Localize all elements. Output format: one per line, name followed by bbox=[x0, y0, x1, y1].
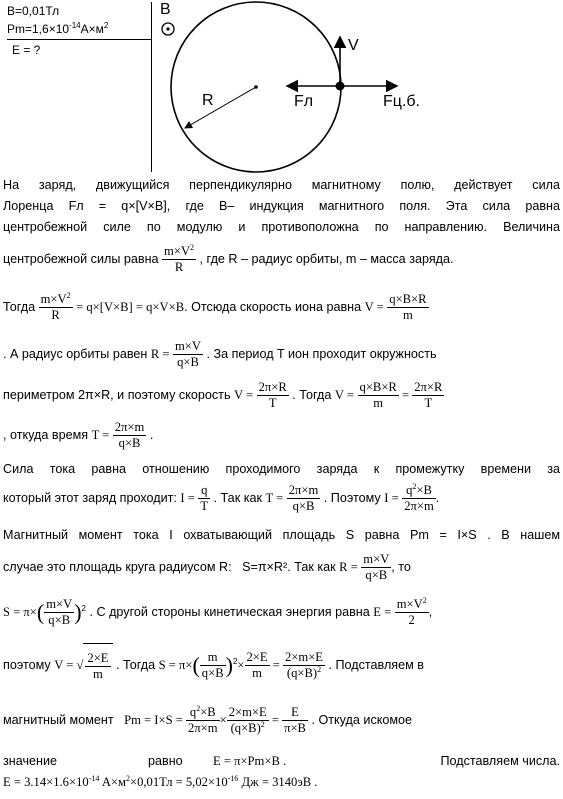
given-b: B=0,01Тл bbox=[7, 4, 60, 18]
given-pm: $Pm=1,6\times 10^{-14}A\times м^2$ bbox=[7, 21, 109, 36]
figure-label-r: R bbox=[202, 92, 214, 109]
text-line-13: S = π×( $\frac{m\times V}{q\times B}$ )$^2$ . С другой стороны кинетическая энергия равна E = $\frac{m\times V^2}{2}$ , bbox=[3, 596, 433, 628]
text-line-16: значение равно E = π×Pm×B . Подставляем числа. bbox=[3, 754, 560, 768]
text-line-7: периметром 2π×R, и поэтому скорость V = $\frac{2\pi\times R}{T}$ . Тогда V = $\frac{q\times B\times R}{m}$ = $\frac{2\pi\times R}{T}$ bbox=[3, 380, 443, 411]
text-line-8: , откуда время T = $\frac{2\pi\times m}{q\times B}$ . bbox=[3, 420, 154, 451]
figure-diagram bbox=[0, 0, 563, 180]
text-line-17: $E = 3.14\times 1.6\times 10^{-14}$ $A\times м^2\times 0,01Тл = 5,02\times 10^{-16}$ Дж = 3140эВ . bbox=[3, 774, 318, 789]
given-unknown: E = ? bbox=[12, 43, 41, 57]
text-line-15: магнитный момент Pm = I×S = $\frac{q^2\times B}{2\pi\times m}$ × $\frac{2\times m\times E}{(q\times B)^2}$ = $\frac{E}{\pi\times B}$ . Откуда искомое bbox=[3, 704, 413, 736]
text-line-4: центробежной силы равна $\frac{m\times V^2}{R}$ , где R – радиус орбиты, m – масса заряда. bbox=[3, 243, 454, 275]
text-line-5: Тогда $\frac{m\times V^2}{R}$ = q×[V×B] = q×V×B. Отсюда скорость иона равна V = $\frac{q\times B\times R}{m}$ bbox=[3, 291, 427, 323]
text-line-10: который этот заряд проходит: I = $\frac{q}{T}$ . Так как T = $\frac{2\pi\times m}{q\times B}$ . Поэтому I = $\frac{q^2\times B}{2\pi\times m}$ . bbox=[3, 482, 440, 514]
text-line-2: Лоренца Fл = q×[V×B], где B– индукция магнитного поля. Эта сила равна bbox=[3, 199, 560, 213]
charge-dot bbox=[336, 82, 345, 91]
text-line-14: поэтому V = √ $\frac{2\times E}{m}$ . Тогда S = π×( $\frac{m}{q\times B}$ )$^2$× $\frac{2\times E}{m}$ = $\frac{2\times m\times E}{(q\times B)^2}$ . Подставляем в bbox=[3, 643, 424, 687]
figure-label-v: V bbox=[348, 37, 359, 54]
text-line-12: случае это площадь круга радиусом R: S=π×R². Так как R = $\frac{m\times V}{q\times B}$ , то bbox=[3, 552, 411, 583]
text-line-3: центробежной силе по модулю и противоположна по направлению. Величина bbox=[3, 220, 560, 234]
figure-label-b: B bbox=[160, 1, 171, 18]
text-line-11: Магнитный момент тока I охватывающий площадь S равна Pm = I×S . В нашем bbox=[3, 528, 560, 542]
radius-arrow bbox=[185, 87, 256, 128]
text-line-1: На заряд, движущийся перпендикулярно магнитному полю, действует сила bbox=[3, 178, 560, 192]
text-line-9: Сила тока равна отношению проходимого заряда к промежутку времени за bbox=[3, 462, 560, 476]
figure-label-fl: Fл bbox=[294, 93, 314, 110]
text-line-6: . А радиус орбиты равен R = $\frac{m\times V}{q\times B}$ . За период T ион проходит окружность bbox=[3, 339, 437, 370]
figure-label-fcb: Fц.б. bbox=[383, 93, 420, 110]
